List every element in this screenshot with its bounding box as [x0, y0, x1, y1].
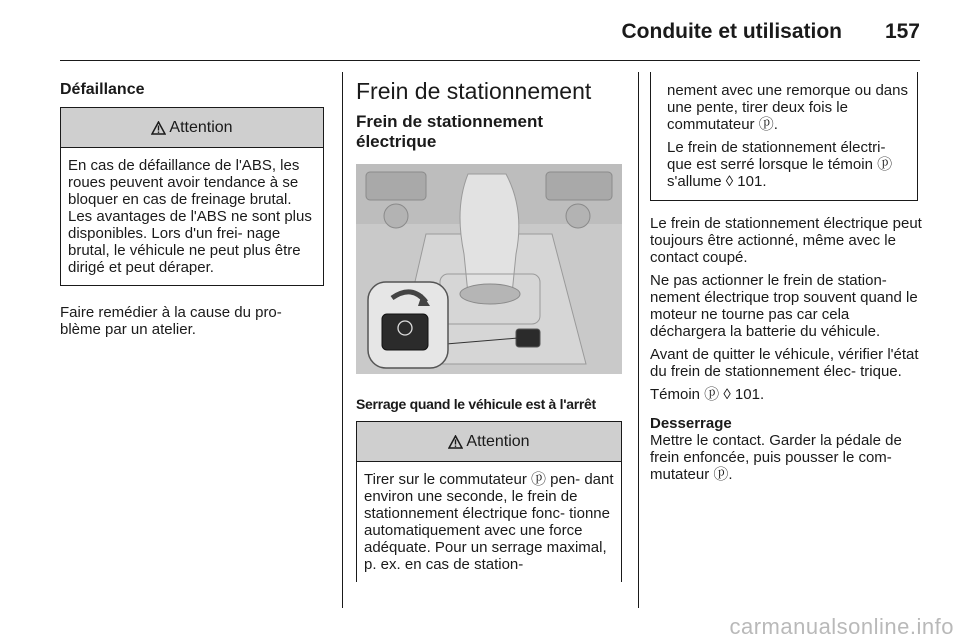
paragraph-1: Le frein de stationnement électrique peut toujours être actionné, même avec le contact coupé.: [650, 215, 922, 266]
paragraph-4: Témoin ⓟ ◊ 101.: [650, 386, 765, 403]
warning-text: En cas de défaillance de l'ABS, les roues peuvent avoir tendance à se bloquer en cas de freinage brutal. Les avantages de l'ABS ne sont plus disponibles. Lors d'un frei- nage brutal, le véhicule ne peut plus être dirigé et peut déraper.: [68, 157, 312, 276]
watermark: carmanualsonline.info: [729, 614, 954, 639]
warning-text: Tirer sur le commutateur ⓟ pen- dant environ une seconde, le frein de stationnement électrique fonc- tionne automatiquement avec une force adéquate. Pour un serrage maximal, p. ex. en cas de station-: [364, 471, 614, 573]
warning-label: Attention: [169, 119, 233, 136]
box-text-1: nement avec une remorque ou dans une pente, tirer deux fois le commutateur ⓟ.: [667, 82, 908, 133]
warning-triangle-icon: [151, 121, 166, 135]
warning-label: Attention: [466, 433, 530, 450]
page-number: 157: [884, 20, 920, 43]
subsection-title: Frein de stationnement électrique: [356, 112, 544, 151]
warning-box-serrage: [356, 421, 622, 582]
column-2: [356, 78, 622, 582]
section-heading-serrage: Serrage quand le véhicule est à l'arrêt: [356, 396, 596, 412]
warning-box-header: [357, 422, 621, 462]
paragraph-3: Avant de quitter le véhicule, vérifier l'état du frein de stationnement élec- trique.: [650, 346, 919, 380]
warning-box-abs: [60, 107, 324, 286]
warning-triangle-icon: [448, 435, 463, 449]
header-rule: [60, 60, 920, 61]
section-heading-defaillance: Défaillance: [60, 81, 145, 98]
paragraph-atelier: Faire remédier à la cause du pro- blème par un atelier.: [60, 304, 282, 338]
header-title: Conduite et utilisation: [621, 20, 842, 43]
parking-brake-switch-illustration: [356, 164, 622, 374]
column-divider-1: [342, 72, 343, 608]
page-section-title: Frein de stationnement: [356, 78, 592, 104]
column-divider-2: [638, 72, 639, 608]
paragraph-5: Mettre le contact. Garder la pédale de frein enfoncée, puis pousser le com- mutateur ⓟ.: [650, 432, 902, 483]
column-1: [60, 80, 324, 344]
column-3: [650, 72, 922, 489]
warning-box-header: [61, 108, 323, 148]
warning-box-continued: [650, 72, 918, 201]
box-text-2: Le frein de stationnement électri- que est serré lorsque le témoin ⓟ s'allume ◊ 101.: [667, 139, 893, 190]
paragraph-2: Ne pas actionner le frein de station- nement électrique trop souvent quand le moteur ne tourne pas car cela déchargera la batterie du véhicule.: [650, 272, 918, 340]
section-heading-desserrage: Desserrage: [650, 415, 732, 432]
